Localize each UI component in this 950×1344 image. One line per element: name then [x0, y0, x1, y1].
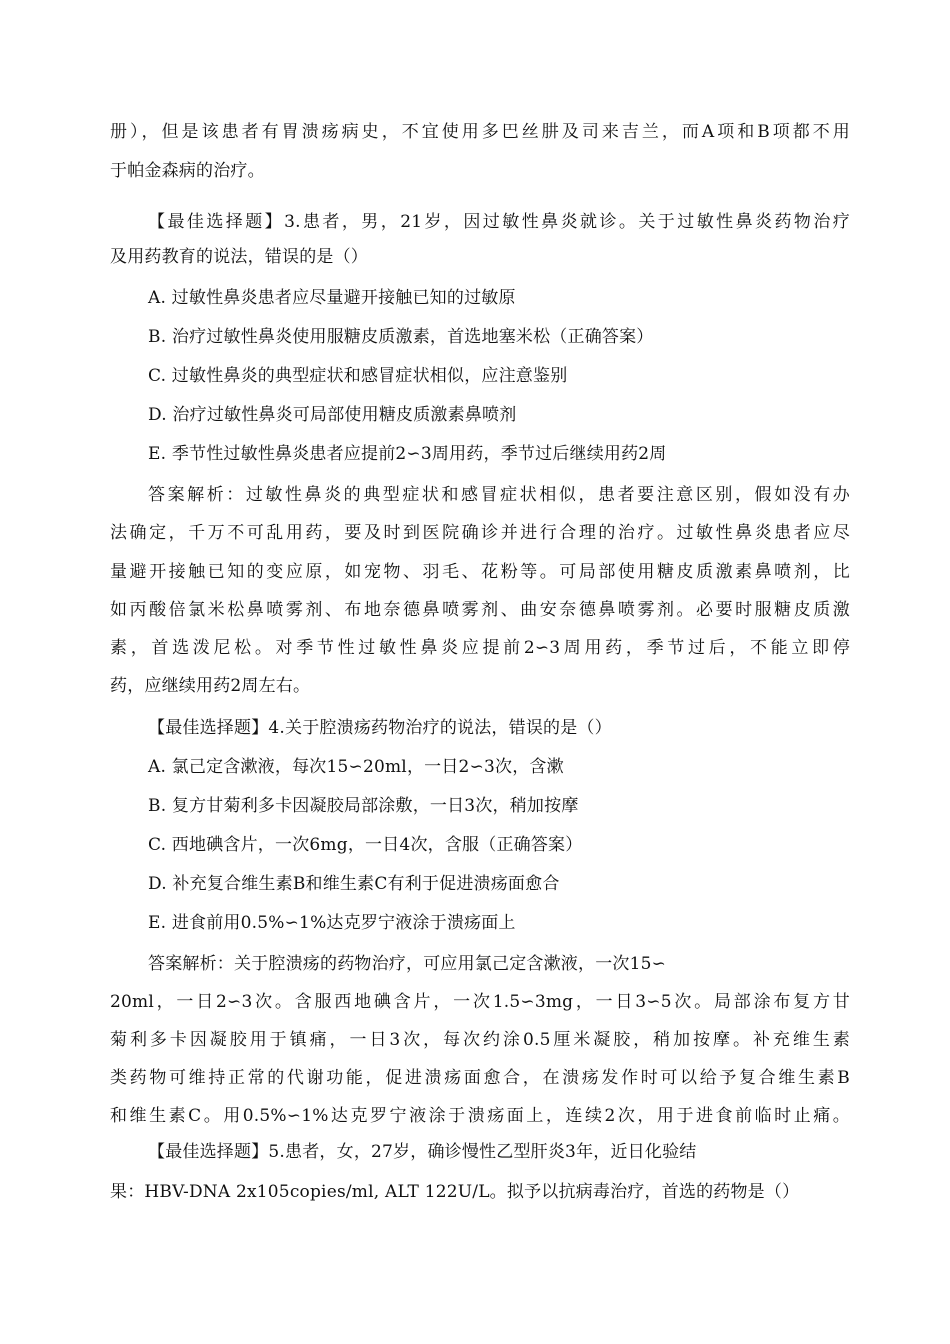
question-4-option-c: C. 西地碘含片，一次6mg，一日4次，含服（正确答案）	[148, 835, 583, 855]
question-3-option-a: A. 过敏性鼻炎患者应尽量避开接触已知的过敏原	[148, 288, 516, 308]
answer-4-line-2: 20ml，一日2∽3次。含服西地碘含片，一次1.5∽3mg，一日3∽5次。局部涂布复方甘	[110, 992, 850, 1012]
question-4-option-d: D. 补充复合维生素B和维生素C有利于促进溃疡面愈合	[148, 874, 560, 894]
question-4-option-e: E. 进食前用0.5%∽1%达克罗宁液涂于溃疡面上	[148, 913, 516, 933]
text-line-1: 册），但是该患者有胃溃疡病史，不宜使用多巴丝肼及司来吉兰，而A项和B项都不用	[110, 122, 850, 142]
answer-4-line-4: 类药物可维持正常的代谢功能，促进溃疡面愈合，在溃疡发作时可以给予复合维生素B	[110, 1068, 850, 1088]
answer-3-line-3: 量避开接触已知的变应原，如宠物、羽毛、花粉等。可局部使用糖皮质激素鼻喷剂，比	[110, 562, 850, 582]
answer-3-line-4: 如丙酸倍氯米松鼻喷雾剂、布地奈德鼻喷雾剂、曲安奈德鼻喷雾剂。必要时服糖皮质激	[110, 600, 850, 620]
answer-4-line-5: 和维生素C。用0.5%∽1%达克罗宁液涂于溃疡面上，连续2次，用于进食前临时止痛。	[110, 1106, 850, 1126]
question-3-stem-cont: 及用药教育的说法，错误的是（）	[110, 247, 368, 267]
answer-3-line-6: 药，应继续用药2周左右。	[110, 676, 311, 696]
question-3-option-d: D. 治疗过敏性鼻炎可局部使用糖皮质激素鼻喷剂	[148, 405, 517, 425]
answer-3-line-2: 法确定，千万不可乱用药，要及时到医院确诊并进行合理的治疗。过敏性鼻炎患者应尽	[110, 523, 850, 543]
text-line-2: 于帕金森病的治疗。	[110, 161, 265, 181]
question-4-option-a: A. 氯己定含漱液，每次15∽20ml，一日2∽3次，含漱	[148, 757, 564, 777]
answer-3-line-5: 素，首选泼尼松。对季节性过敏性鼻炎应提前2∽3周用药，季节过后，不能立即停	[110, 638, 850, 658]
question-5-stem: 【最佳选择题】5.患者，女，27岁，确诊慢性乙型肝炎3年，近日化验结	[148, 1142, 697, 1162]
question-3-option-c: C. 过敏性鼻炎的典型症状和感冒症状相似，应注意鉴别	[148, 366, 568, 386]
question-3-option-e: E. 季节性过敏性鼻炎患者应提前2∽3周用药，季节过后继续用药2周	[148, 444, 667, 464]
answer-4-line-3: 菊利多卡因凝胶用于镇痛，一日3次，每次约涂0.5厘米凝胶，稍加按摩。补充维生素	[110, 1030, 850, 1050]
question-5-stem-cont: 果：HBV-DNA 2x105copies/ml, ALT 122U/L。拟予以抗病毒治疗，首选的药物是（）	[110, 1182, 800, 1202]
answer-4-line-1: 答案解析：关于腔溃疡的药物治疗，可应用氯己定含漱液，一次15∽	[148, 954, 667, 974]
question-3-option-b: B. 治疗过敏性鼻炎使用服糖皮质激素，首选地塞米松（正确答案）	[148, 327, 654, 347]
answer-3-line-1: 答案解析：过敏性鼻炎的典型症状和感冒症状相似，患者要注意区别，假如没有办	[148, 485, 850, 505]
question-4-stem: 【最佳选择题】4.关于腔溃疡药物治疗的说法，错误的是（）	[148, 718, 612, 738]
question-3-stem: 【最佳选择题】3.患者，男，21岁，因过敏性鼻炎就诊。关于过敏性鼻炎药物治疗	[148, 212, 850, 232]
question-4-option-b: B. 复方甘菊利多卡因凝胶局部涂敷，一日3次，稍加按摩	[148, 796, 579, 816]
